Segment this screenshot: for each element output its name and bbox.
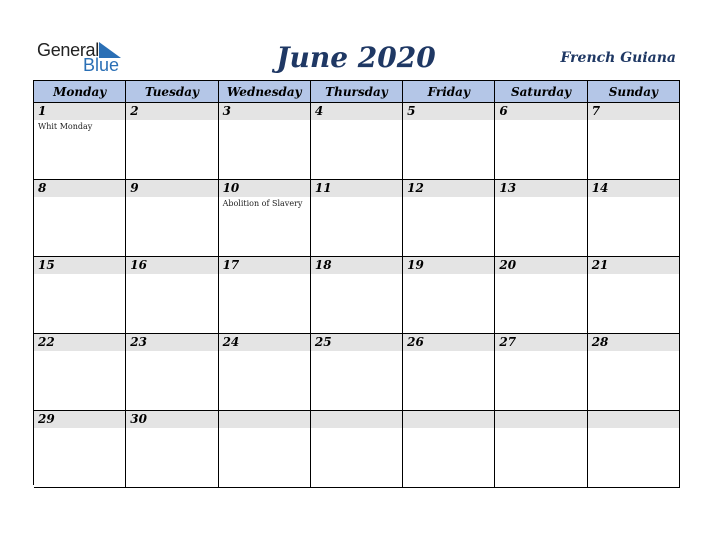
day-number: 2 [130, 104, 139, 118]
day-number: 29 [38, 412, 55, 426]
day-number-strip [588, 411, 679, 428]
day-cell [126, 180, 218, 257]
day-number-strip [219, 180, 310, 197]
day-number-strip [495, 103, 586, 120]
day-number-strip [311, 103, 402, 120]
day-number-strip [126, 334, 217, 351]
weekday-header: Friday [403, 81, 495, 103]
day-number-strip [219, 334, 310, 351]
day-number: 4 [314, 104, 324, 118]
day-number: 18 [314, 258, 332, 272]
day-cell [495, 257, 587, 334]
day-cell [311, 257, 403, 334]
day-number: 16 [130, 258, 147, 272]
day-cell [588, 334, 680, 411]
day-number: 23 [130, 335, 147, 349]
day-number: 1 [38, 104, 47, 118]
day-number: 12 [407, 181, 424, 195]
day-number-strip [34, 334, 125, 351]
day-number: 15 [38, 258, 55, 272]
day-number: 11 [314, 181, 332, 195]
month-calendar-grid [33, 80, 680, 485]
day-cell [495, 180, 587, 257]
day-cell [219, 334, 311, 411]
day-cell [219, 180, 311, 257]
day-number: 7 [591, 104, 601, 118]
day-number: 3 [222, 104, 231, 118]
day-number-strip [34, 257, 125, 274]
day-number-strip [219, 411, 310, 428]
day-cell [34, 257, 126, 334]
calendar-region: French Guiana [560, 50, 676, 66]
day-number-strip [311, 180, 402, 197]
day-number: 10 [222, 181, 240, 195]
day-number-strip [403, 334, 494, 351]
calendar-title: June 2020 [276, 41, 436, 74]
day-cell [495, 411, 587, 488]
holiday-label: Abolition of Slavery [222, 199, 303, 208]
week-row [34, 180, 680, 257]
day-number-strip [311, 334, 402, 351]
day-number: 22 [38, 335, 55, 349]
day-number-strip [588, 180, 679, 197]
day-cell [311, 103, 403, 180]
day-cell [34, 103, 126, 180]
day-cell [126, 411, 218, 488]
day-number-strip [495, 334, 586, 351]
day-number-strip [495, 411, 586, 428]
day-number: 8 [38, 181, 47, 195]
day-number: 13 [499, 181, 517, 195]
day-number-strip [311, 257, 402, 274]
day-cell [588, 257, 680, 334]
day-number: 28 [591, 335, 609, 349]
day-number: 27 [499, 335, 517, 349]
day-number: 6 [499, 104, 508, 118]
week-row [34, 411, 680, 488]
day-cell [403, 103, 495, 180]
day-number-strip [126, 103, 217, 120]
day-cell [311, 334, 403, 411]
day-cell [403, 334, 495, 411]
day-cell [588, 103, 680, 180]
day-number-strip [495, 180, 586, 197]
day-number-strip [588, 103, 679, 120]
day-number-strip [311, 411, 402, 428]
weekday-header: Wednesday [219, 81, 311, 103]
day-number-strip [126, 257, 217, 274]
day-number-strip [126, 180, 217, 197]
day-cell [34, 411, 126, 488]
day-number-strip [403, 103, 494, 120]
weekday-header-row [34, 81, 680, 103]
day-number: 19 [407, 258, 424, 272]
day-cell [126, 257, 218, 334]
day-number: 5 [407, 104, 416, 118]
logo-text-general: General [37, 40, 99, 60]
weekday-header: Saturday [495, 81, 587, 103]
weeks-container [34, 103, 680, 488]
day-number-strip [588, 257, 679, 274]
holiday-label: Whit Monday [38, 122, 93, 131]
day-number-strip [403, 257, 494, 274]
weekday-header: Thursday [311, 81, 403, 103]
day-number-strip [403, 180, 494, 197]
day-number-strip [588, 334, 679, 351]
day-cell [311, 180, 403, 257]
day-number: 24 [222, 335, 240, 349]
day-number-strip [34, 103, 125, 120]
day-number-strip [126, 411, 217, 428]
day-number-strip [403, 411, 494, 428]
day-cell [403, 411, 495, 488]
day-cell [588, 411, 680, 488]
weekday-header: Tuesday [126, 81, 218, 103]
day-cell [495, 103, 587, 180]
day-number: 25 [314, 335, 332, 349]
day-number: 30 [130, 412, 147, 426]
day-cell [403, 180, 495, 257]
weekday-header: Monday [34, 81, 126, 103]
day-number-strip [34, 180, 125, 197]
day-number-strip [34, 411, 125, 428]
day-number: 14 [591, 181, 609, 195]
day-number-strip [219, 257, 310, 274]
day-number-strip [495, 257, 586, 274]
day-number: 21 [591, 258, 609, 272]
day-cell [219, 103, 311, 180]
week-row [34, 257, 680, 334]
logo-text-blue: Blue [83, 55, 120, 75]
day-cell [311, 411, 403, 488]
day-number: 9 [130, 181, 139, 195]
day-cell [495, 334, 587, 411]
day-cell [403, 257, 495, 334]
day-cell [588, 180, 680, 257]
day-cell [219, 411, 311, 488]
week-row [34, 334, 680, 411]
day-cell [34, 180, 126, 257]
day-cell [219, 257, 311, 334]
weekday-header: Sunday [588, 81, 680, 103]
day-number: 17 [222, 258, 240, 272]
day-number: 26 [407, 335, 424, 349]
day-number: 20 [499, 258, 517, 272]
day-cell [34, 334, 126, 411]
day-number-strip [219, 103, 310, 120]
day-cell [126, 334, 218, 411]
day-cell [126, 103, 218, 180]
week-row [34, 103, 680, 180]
